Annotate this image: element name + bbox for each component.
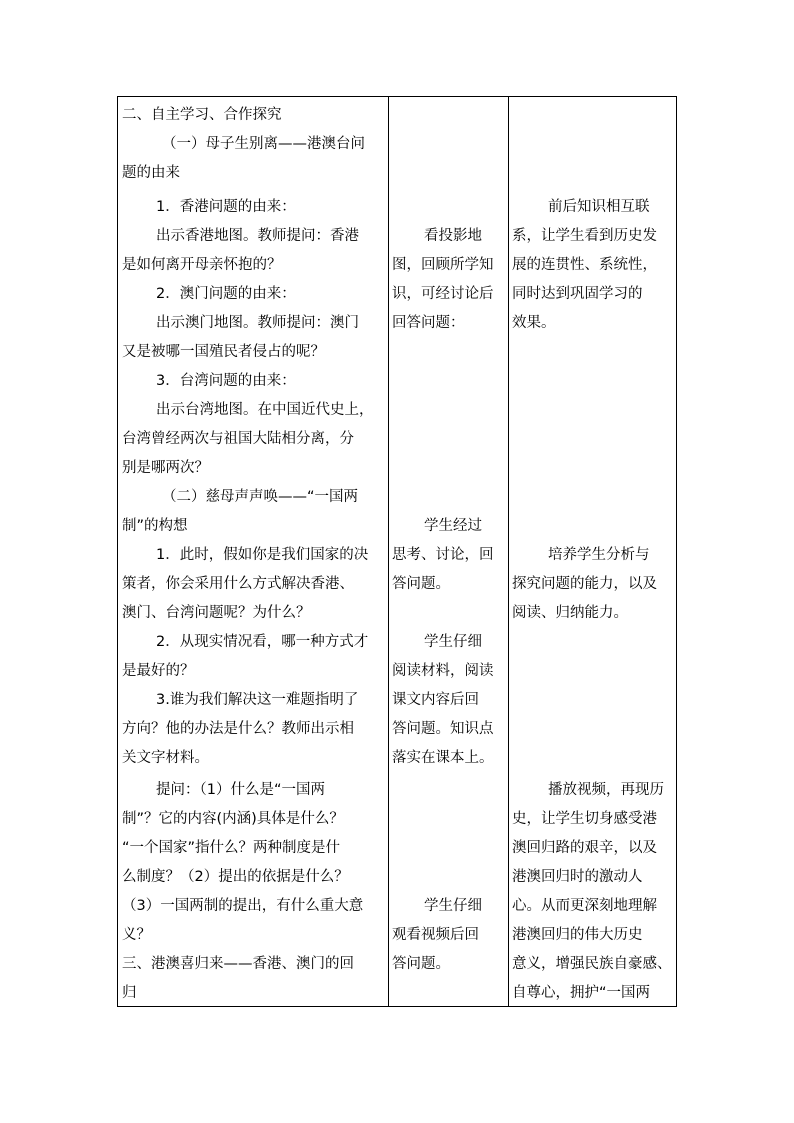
text-line: 出示香港地图。教师提问：香港: [156, 228, 359, 244]
text-line: 澳门、台湾问题呢？为什么？: [122, 605, 311, 621]
column-divider-1: [388, 97, 389, 1006]
text-line: 阅读材料，阅读: [392, 663, 494, 679]
text-line: 展的连贯性、系统性，: [512, 257, 657, 273]
text-line: 意义，增强民族自豪感、: [512, 956, 672, 972]
section-heading: 三、港澳喜归来——香港、澳门的回: [122, 956, 354, 972]
text-line: 识，可经讨论后: [392, 286, 494, 302]
text-line: 是最好的？: [122, 663, 195, 679]
text-line: 澳回归路的艰辛，以及: [512, 840, 657, 856]
text-line: 提问：（1）什么是“一国两: [156, 782, 325, 798]
text-line: 制”？它的内容(内涵)具体是什么？: [122, 811, 344, 827]
text-line: 自尊心，拥护“一国两: [512, 985, 651, 1001]
design-intent-column: [512, 97, 676, 1006]
column-divider-2: [508, 97, 509, 1006]
lesson-plan-table: [117, 96, 677, 1007]
text-line: 策者，你会采用什么方式解决香港、: [122, 576, 354, 592]
text-line: 是如何离开母亲怀抱的？: [122, 257, 282, 273]
text-line: （3）一国两制的提出，有什么重大意: [122, 898, 364, 914]
text-line: 探究问题的能力，以及: [512, 576, 657, 592]
text-line: 义？: [122, 927, 151, 943]
text-line: 出示台湾地图。在中国近代史上，: [156, 402, 374, 418]
text-line: 港澳回归的伟大历史: [512, 927, 643, 943]
text-line: 3．台湾问题的由来：: [156, 373, 296, 389]
text-line: 同时达到巩固学习的: [512, 286, 643, 302]
text-line: 3.谁为我们解决这一难题指明了: [156, 692, 359, 708]
text-line: 落实在课本上。: [392, 750, 494, 766]
text-line: 史，让学生切身感受港: [512, 811, 657, 827]
text-line: 学生仔细: [424, 634, 482, 650]
teaching-process-column: [122, 97, 386, 1006]
text-line: 制”的构想: [122, 518, 188, 534]
text-line: 台湾曾经两次与祖国大陆相分离，分: [122, 431, 354, 447]
text-line: 2．从现实情况看，哪一种方式才: [156, 634, 369, 650]
text-line: 又是被哪一国殖民者侵占的呢？: [122, 344, 325, 360]
text-line: 看投影地: [424, 228, 482, 244]
text-line: 答问题。: [392, 956, 450, 972]
text-line: 前后知识相互联: [548, 199, 650, 215]
text-line: 归: [122, 985, 137, 1001]
text-line: 出示澳门地图。教师提问：澳门: [156, 315, 359, 331]
text-line: 答问题。知识点: [392, 721, 494, 737]
text-line: 效果。: [512, 315, 556, 331]
text-line: 学生经过: [424, 518, 482, 534]
text-line: 观看视频后回: [392, 927, 479, 943]
text-line: 么制度？（2）提出的依据是什么？: [122, 869, 349, 885]
text-line: 心。从而更深刻地理解: [512, 898, 657, 914]
text-line: “一个国家”指什么？两种制度是什: [122, 840, 341, 856]
text-line: 港澳回归时的激动人: [512, 869, 643, 885]
text-line: 课文内容后回: [392, 692, 479, 708]
text-line: 回答问题：: [392, 315, 465, 331]
text-line: 系，让学生看到历史发: [512, 228, 657, 244]
subsection-heading: （二）慈母声声唤——“一国两: [162, 489, 359, 505]
text-line: 1．此时，假如你是我们国家的决: [156, 547, 369, 563]
text-line: 关文字材料。: [122, 750, 209, 766]
text-line: 播放视频，再现历: [548, 782, 664, 798]
text-line: 阅读、归纳能力。: [512, 605, 628, 621]
text-line: 培养学生分析与: [548, 547, 650, 563]
student-activity-column: [392, 97, 506, 1006]
section-heading: 二、自主学习、合作探究: [122, 107, 282, 123]
text-line: 2．澳门问题的由来：: [156, 286, 296, 302]
subsection-heading: （一）母子生别离——港澳台问: [162, 136, 365, 152]
text-line: 题的由来: [122, 165, 180, 181]
text-line: 1．香港问题的由来：: [156, 199, 296, 215]
text-line: 别是哪两次？: [122, 460, 209, 476]
text-line: 答问题。: [392, 576, 450, 592]
text-line: 学生仔细: [424, 898, 482, 914]
text-line: 图，回顾所学知: [392, 257, 494, 273]
text-line: 思考、讨论，回: [392, 547, 494, 563]
text-line: 方向？他的办法是什么？教师出示相: [122, 721, 354, 737]
